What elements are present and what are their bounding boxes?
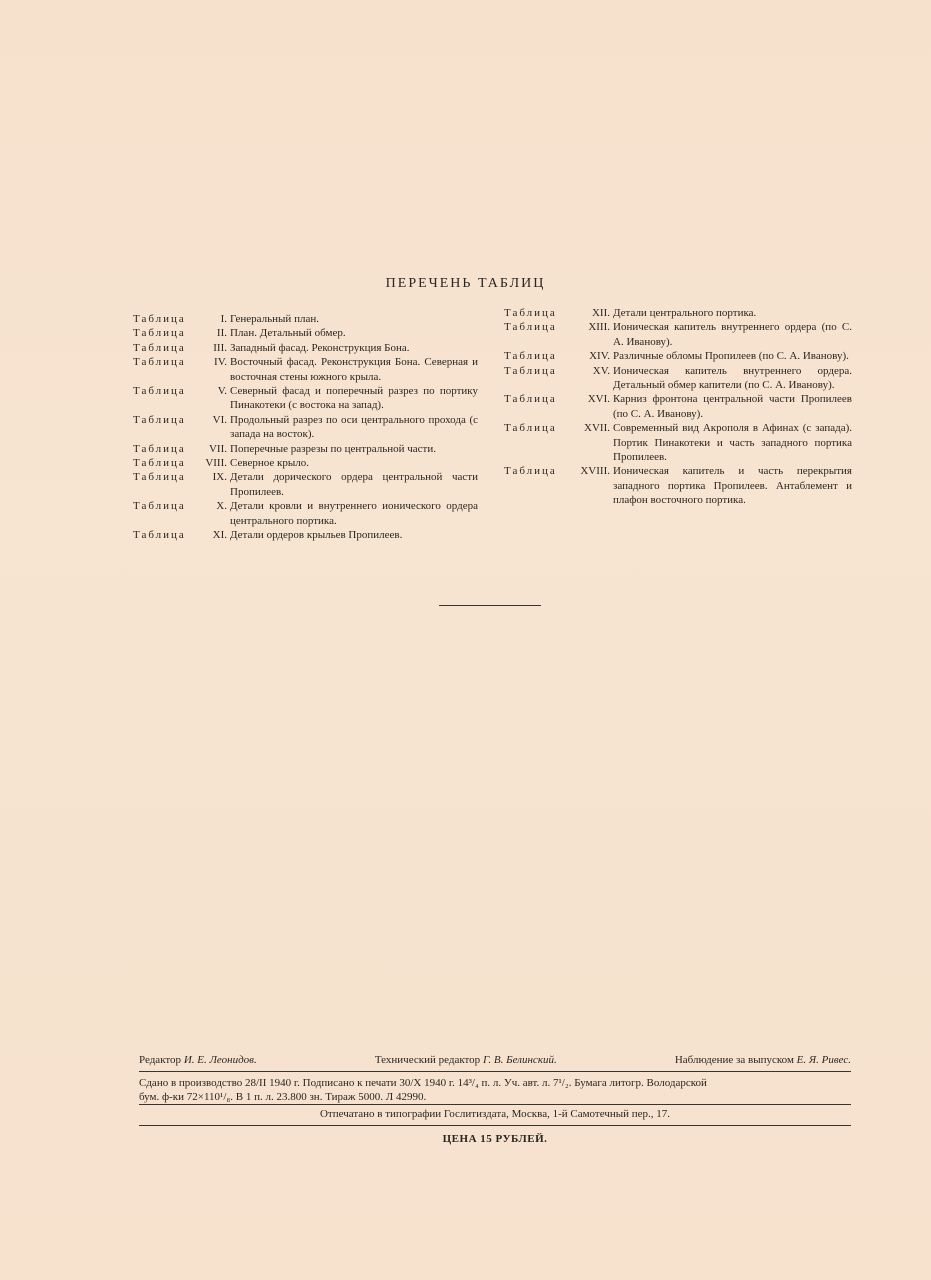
entry-number: VI.: [212, 413, 227, 426]
entry-number: II.: [216, 327, 227, 340]
supervision-credit: [675, 1054, 851, 1066]
table-entry: [133, 470, 478, 499]
entry-number: IX.: [212, 471, 227, 484]
entry-label: Таблица: [504, 393, 557, 406]
editor-credit: [139, 1054, 257, 1066]
entry-text: Детали центрального портика.: [613, 307, 757, 319]
price: ЦЕНА 15 РУБЛЕЙ.: [442, 1133, 548, 1145]
entry-text: Различные обломы Пропилеев (по С. А. Иванову).: [613, 350, 849, 363]
entry-number: XI.: [212, 529, 227, 542]
entry-label: Таблица: [133, 500, 186, 513]
table-entry: [133, 413, 478, 442]
table-entry: [133, 326, 478, 340]
entry-label: Таблица: [504, 422, 557, 435]
entry-text: Карниз фронтона центральной части Пропилеев (по С. А. Иванову).: [613, 393, 852, 420]
entry-label: Таблица: [133, 529, 186, 542]
supervision-label: Наблюдение за выпуском: [674, 1054, 794, 1066]
entry-text: Современный вид Акрополя в Афинах (с запада). Портик Пинакотеки и часть западного портика Пропилеев.: [613, 422, 852, 464]
editor-name: И. Е. Леонидов.: [183, 1054, 257, 1066]
table-entry: [133, 341, 478, 355]
rule: [139, 1104, 851, 1105]
table-entry: [133, 528, 478, 542]
entry-number: XVI.: [587, 393, 610, 406]
table-entry: [504, 364, 852, 393]
entry-text: Ионическая капитель внутреннего ордера (по С. А. Иванову).: [613, 321, 852, 348]
entry-number: XV.: [592, 364, 610, 377]
entry-text: План. Детальный обмер.: [230, 327, 346, 340]
credits: [139, 1054, 851, 1066]
entry-label: Таблица: [504, 364, 557, 377]
entry-text: Западный фасад. Реконструкция Бона.: [230, 341, 410, 354]
rule: [139, 1125, 851, 1126]
entry-label: Таблица: [504, 307, 557, 319]
entry-label: Таблица: [133, 442, 186, 455]
entry-number: XIV.: [589, 350, 610, 363]
entry-label: Таблица: [133, 385, 186, 398]
entry-text: Ионическая капитель внутреннего ордера. Детальный обмер капители (по С. А. Иванову).: [613, 364, 852, 392]
entry-number: X.: [216, 500, 227, 513]
production-line: бум. ф-ки 72×110¹/₈. В 1 п. л. 23.800 зн. Тираж 5000. Л 42990.: [139, 1091, 427, 1103]
entry-text: Детали ордеров крыльев Пропилеев.: [230, 529, 403, 542]
entry-text: Детали дорического ордера центральной части Пропилеев.: [230, 471, 478, 498]
editor-label: Редактор: [139, 1054, 182, 1066]
entry-text: Продольный разрез по оси центрального прохода (с запада на восток).: [230, 413, 478, 441]
tech-editor-name: Г. В. Белинский.: [482, 1054, 557, 1066]
tech-editor-label: Технический редактор: [374, 1054, 481, 1066]
table-entry: [504, 392, 852, 421]
left-column: [133, 312, 478, 543]
printed-by: Отпечатано в типографии Гослитиздата, Москва, 1-й Самотечный пер., 17.: [319, 1108, 671, 1120]
entry-text: Детали кровли и внутреннего ионического ордера центрального портика.: [230, 500, 478, 527]
table-entry: [504, 306, 852, 320]
entry-text: Поперечные разрезы по центральной части.: [230, 442, 436, 455]
entry-number: XII.: [591, 307, 610, 319]
entry-text: Ионическая капитель и часть перекрытия западного портика Пропилеев. Антаблемент и плафон восточного портика.: [613, 465, 852, 507]
table-entry: [133, 456, 478, 470]
entry-label: Таблица: [133, 471, 186, 484]
right-column: [504, 306, 852, 508]
entry-text: Северный фасад и поперечный разрез по портику Пинакотеки (с востока на запад).: [230, 385, 478, 412]
entry-label: Таблица: [504, 321, 557, 334]
entry-label: Таблица: [133, 313, 186, 325]
table-entry: [504, 349, 852, 363]
page-title: ПЕРЕЧЕНЬ ТАБЛИЦ: [385, 276, 546, 291]
entry-number: XVIII.: [580, 465, 610, 478]
table-entry: [133, 355, 478, 384]
table-entry: [504, 421, 852, 464]
table-entry: [133, 312, 478, 326]
rule: [139, 1071, 851, 1072]
entry-label: Таблица: [133, 356, 186, 369]
table-entry: [133, 384, 478, 413]
entry-label: Таблица: [133, 413, 186, 426]
entry-text: Генеральный план.: [230, 313, 319, 325]
production-line: Сдано в производство 28/II 1940 г. Подписано к печати 30/X 1940 г. 14³/₄ п. л. Уч. авт. л. 7¹/₂. Бумага литогр. Володарской: [139, 1077, 707, 1089]
entry-label: Таблица: [133, 327, 186, 340]
entry-number: VII.: [208, 442, 227, 455]
entry-label: Таблица: [504, 350, 557, 363]
entry-number: XIII.: [588, 321, 610, 334]
entry-number: XVII.: [584, 422, 610, 435]
entry-label: Таблица: [133, 457, 186, 470]
table-entry: [133, 499, 478, 528]
entry-label: Таблица: [133, 341, 186, 354]
tech-editor-credit: [375, 1054, 557, 1066]
table-entry: [504, 320, 852, 349]
production-info: [139, 1076, 851, 1104]
entry-number: V.: [217, 385, 227, 398]
entry-number: III.: [213, 341, 227, 354]
table-entry: [504, 464, 852, 507]
entry-number: IV.: [214, 356, 227, 369]
entry-text: Северное крыло.: [230, 457, 309, 470]
divider: [439, 605, 541, 606]
entry-text: Восточный фасад. Реконструкция Бона. Северная и восточная стены южного крыла.: [230, 356, 478, 383]
entry-number: VIII.: [205, 457, 227, 470]
entry-number: I.: [220, 313, 227, 325]
entry-label: Таблица: [504, 465, 557, 478]
table-entry: [133, 442, 478, 456]
supervision-name: Е. Я. Ривес.: [796, 1054, 851, 1066]
